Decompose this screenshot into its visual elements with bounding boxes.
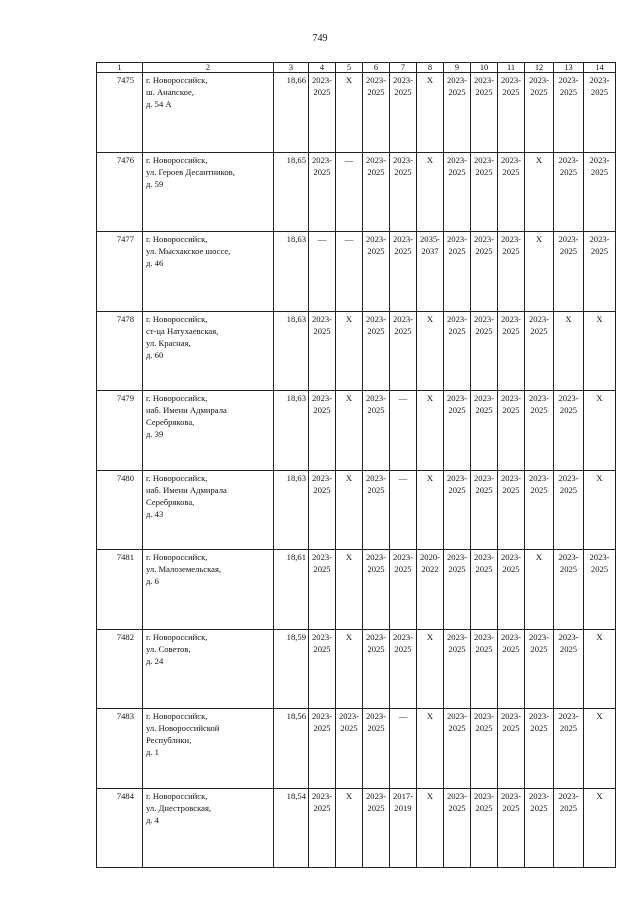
- period-cell: Х: [417, 391, 444, 471]
- period-cell: 2023- 2025: [554, 788, 584, 868]
- column-header: 10: [471, 63, 498, 73]
- period-cell: Х: [417, 709, 444, 789]
- period-cell: 2023- 2025: [309, 391, 336, 471]
- column-header: 13: [554, 63, 584, 73]
- table-row: [97, 391, 616, 471]
- area-cell: 18,66: [274, 73, 309, 153]
- period-cell: 2023- 2025: [498, 709, 525, 789]
- period-cell: 2023- 2025: [554, 709, 584, 789]
- record-number: 7479: [97, 391, 143, 471]
- period-cell: Х: [336, 788, 363, 868]
- period-cell: 2023- 2025: [390, 73, 417, 153]
- period-cell: Х: [336, 73, 363, 153]
- period-cell: Х: [417, 788, 444, 868]
- period-cell: 2023- 2025: [309, 311, 336, 391]
- period-cell: 2023- 2025: [498, 550, 525, 630]
- period-cell: Х: [417, 470, 444, 550]
- table-row: [97, 709, 616, 789]
- period-cell: 2023- 2025: [363, 73, 390, 153]
- record-number: 7483: [97, 709, 143, 789]
- table-row: [97, 311, 616, 391]
- period-cell: 2023- 2025: [584, 73, 616, 153]
- period-cell: 2023- 2025: [525, 709, 554, 789]
- period-cell: 2023- 2025: [390, 550, 417, 630]
- period-cell: 2023- 2025: [498, 232, 525, 312]
- period-cell: 2023- 2025: [471, 629, 498, 709]
- column-header: 11: [498, 63, 525, 73]
- period-cell: 2023- 2025: [525, 470, 554, 550]
- period-cell: 2023- 2025: [471, 152, 498, 232]
- period-cell: Х: [417, 73, 444, 153]
- period-cell: 2023- 2025: [471, 311, 498, 391]
- period-cell: 2023- 2025: [309, 629, 336, 709]
- period-cell: Х: [584, 311, 616, 391]
- column-header: 8: [417, 63, 444, 73]
- period-cell: 2023- 2025: [363, 629, 390, 709]
- period-cell: 2023- 2025: [584, 550, 616, 630]
- period-cell: —: [390, 391, 417, 471]
- period-cell: 2020- 2022: [417, 550, 444, 630]
- period-cell: 2023- 2025: [363, 232, 390, 312]
- column-header: 6: [363, 63, 390, 73]
- period-cell: 2023- 2025: [498, 73, 525, 153]
- period-cell: 2023- 2025: [584, 152, 616, 232]
- column-header: 3: [274, 63, 309, 73]
- period-cell: 2023- 2025: [525, 629, 554, 709]
- area-cell: 18,63: [274, 470, 309, 550]
- period-cell: Х: [417, 311, 444, 391]
- period-cell: 2023- 2025: [471, 232, 498, 312]
- period-cell: 2023- 2025: [309, 788, 336, 868]
- period-cell: Х: [336, 550, 363, 630]
- period-cell: Х: [525, 550, 554, 630]
- address-cell: г. Новороссийск, ул. Советов, д. 24: [143, 629, 274, 709]
- period-cell: Х: [417, 629, 444, 709]
- period-cell: —: [336, 232, 363, 312]
- period-cell: 2023- 2025: [444, 232, 471, 312]
- column-header: 5: [336, 63, 363, 73]
- period-cell: 2023- 2025: [363, 470, 390, 550]
- period-cell: 2017- 2019: [390, 788, 417, 868]
- period-cell: 2023- 2025: [444, 311, 471, 391]
- period-cell: 2023- 2025: [363, 709, 390, 789]
- record-number: 7475: [97, 73, 143, 153]
- period-cell: 2023- 2025: [363, 152, 390, 232]
- column-header: 14: [584, 63, 616, 73]
- period-cell: 2023- 2025: [444, 73, 471, 153]
- record-number: 7478: [97, 311, 143, 391]
- period-cell: 2035- 2037: [417, 232, 444, 312]
- period-cell: 2023- 2025: [309, 470, 336, 550]
- period-cell: Х: [525, 152, 554, 232]
- period-cell: —: [390, 470, 417, 550]
- period-cell: 2023- 2025: [471, 788, 498, 868]
- period-cell: 2023- 2025: [444, 788, 471, 868]
- area-cell: 18,63: [274, 232, 309, 312]
- period-cell: 2023- 2025: [390, 311, 417, 391]
- column-header: 1: [97, 63, 143, 73]
- period-cell: 2023- 2025: [498, 152, 525, 232]
- record-number: 7477: [97, 232, 143, 312]
- table-row: [97, 788, 616, 868]
- period-cell: 2023- 2025: [498, 311, 525, 391]
- record-number: 7484: [97, 788, 143, 868]
- period-cell: Х: [584, 391, 616, 471]
- period-cell: 2023- 2025: [554, 73, 584, 153]
- area-cell: 18,63: [274, 391, 309, 471]
- period-cell: 2023- 2025: [336, 709, 363, 789]
- table-row: [97, 550, 616, 630]
- period-cell: —: [336, 152, 363, 232]
- period-cell: 2023- 2025: [444, 550, 471, 630]
- period-cell: 2023- 2025: [554, 391, 584, 471]
- period-cell: 2023- 2025: [554, 232, 584, 312]
- address-cell: г. Новороссийск, ст-ца Натухаевская, ул. Красная, д. 60: [143, 311, 274, 391]
- column-number-row: [97, 63, 616, 73]
- period-cell: 2023- 2025: [309, 152, 336, 232]
- period-cell: 2023- 2025: [390, 629, 417, 709]
- period-cell: 2023- 2025: [498, 788, 525, 868]
- period-cell: Х: [336, 311, 363, 391]
- period-cell: 2023- 2025: [444, 629, 471, 709]
- period-cell: 2023- 2025: [444, 391, 471, 471]
- table-body: [97, 73, 616, 868]
- record-number: 7476: [97, 152, 143, 232]
- period-cell: 2023- 2025: [390, 152, 417, 232]
- period-cell: Х: [336, 470, 363, 550]
- area-cell: 18,54: [274, 788, 309, 868]
- period-cell: Х: [584, 629, 616, 709]
- address-cell: г. Новороссийск, наб. Имени Адмирала Серебрякова, д. 39: [143, 391, 274, 471]
- table-row: [97, 73, 616, 153]
- period-cell: 2023- 2025: [584, 232, 616, 312]
- period-cell: 2023- 2025: [525, 73, 554, 153]
- period-cell: Х: [584, 788, 616, 868]
- period-cell: 2023- 2025: [554, 152, 584, 232]
- period-cell: 2023- 2025: [554, 550, 584, 630]
- period-cell: 2023- 2025: [471, 73, 498, 153]
- area-cell: 18,65: [274, 152, 309, 232]
- period-cell: Х: [336, 391, 363, 471]
- address-cell: г. Новороссийск, ул. Новороссийской Республики, д. 1: [143, 709, 274, 789]
- address-cell: г. Новороссийск, ул. Днестровская, д. 4: [143, 788, 274, 868]
- period-cell: 2023- 2025: [363, 391, 390, 471]
- table-row: [97, 629, 616, 709]
- column-header: 4: [309, 63, 336, 73]
- period-cell: Х: [584, 470, 616, 550]
- column-header: 7: [390, 63, 417, 73]
- period-cell: Х: [584, 709, 616, 789]
- table-row: [97, 232, 616, 312]
- address-cell: г. Новороссийск, ул. Малоземельская, д. 6: [143, 550, 274, 630]
- period-cell: 2023- 2025: [444, 709, 471, 789]
- address-cell: г. Новороссийск, ш. Анапское, д. 54 А: [143, 73, 274, 153]
- period-cell: Х: [525, 232, 554, 312]
- period-cell: 2023- 2025: [309, 550, 336, 630]
- period-cell: 2023- 2025: [471, 709, 498, 789]
- area-cell: 18,56: [274, 709, 309, 789]
- record-number: 7480: [97, 470, 143, 550]
- period-cell: 2023- 2025: [554, 470, 584, 550]
- period-cell: 2023- 2025: [471, 550, 498, 630]
- address-cell: г. Новороссийск, ул. Героев Десантников, д. 59: [143, 152, 274, 232]
- period-cell: 2023- 2025: [554, 629, 584, 709]
- period-cell: 2023- 2025: [498, 391, 525, 471]
- area-cell: 18,61: [274, 550, 309, 630]
- period-cell: 2023- 2025: [363, 788, 390, 868]
- period-cell: 2023- 2025: [309, 709, 336, 789]
- period-cell: 2023- 2025: [363, 550, 390, 630]
- period-cell: Х: [554, 311, 584, 391]
- period-cell: 2023- 2025: [444, 152, 471, 232]
- table-row: [97, 470, 616, 550]
- column-header: 9: [444, 63, 471, 73]
- record-number: 7481: [97, 550, 143, 630]
- column-header: 2: [143, 63, 274, 73]
- period-cell: 2023- 2025: [390, 232, 417, 312]
- address-cell: г. Новороссийск, ул. Мысхакское шоссе, д. 46: [143, 232, 274, 312]
- period-cell: Х: [336, 629, 363, 709]
- period-cell: 2023- 2025: [525, 311, 554, 391]
- period-cell: Х: [417, 152, 444, 232]
- record-number: 7482: [97, 629, 143, 709]
- period-cell: 2023- 2025: [471, 391, 498, 471]
- table-row: [97, 152, 616, 232]
- period-cell: 2023- 2025: [471, 470, 498, 550]
- period-cell: 2023- 2025: [525, 788, 554, 868]
- period-cell: —: [309, 232, 336, 312]
- period-cell: 2023- 2025: [498, 470, 525, 550]
- area-cell: 18,63: [274, 311, 309, 391]
- period-cell: —: [390, 709, 417, 789]
- period-cell: 2023- 2025: [525, 391, 554, 471]
- area-cell: 18,59: [274, 629, 309, 709]
- column-header: 12: [525, 63, 554, 73]
- registry-table: [96, 62, 616, 868]
- period-cell: 2023- 2025: [444, 470, 471, 550]
- period-cell: 2023- 2025: [309, 73, 336, 153]
- period-cell: 2023- 2025: [498, 629, 525, 709]
- address-cell: г. Новороссийск, наб. Имени Адмирала Серебрякова, д. 43: [143, 470, 274, 550]
- page-number: 749: [312, 33, 328, 44]
- period-cell: 2023- 2025: [363, 311, 390, 391]
